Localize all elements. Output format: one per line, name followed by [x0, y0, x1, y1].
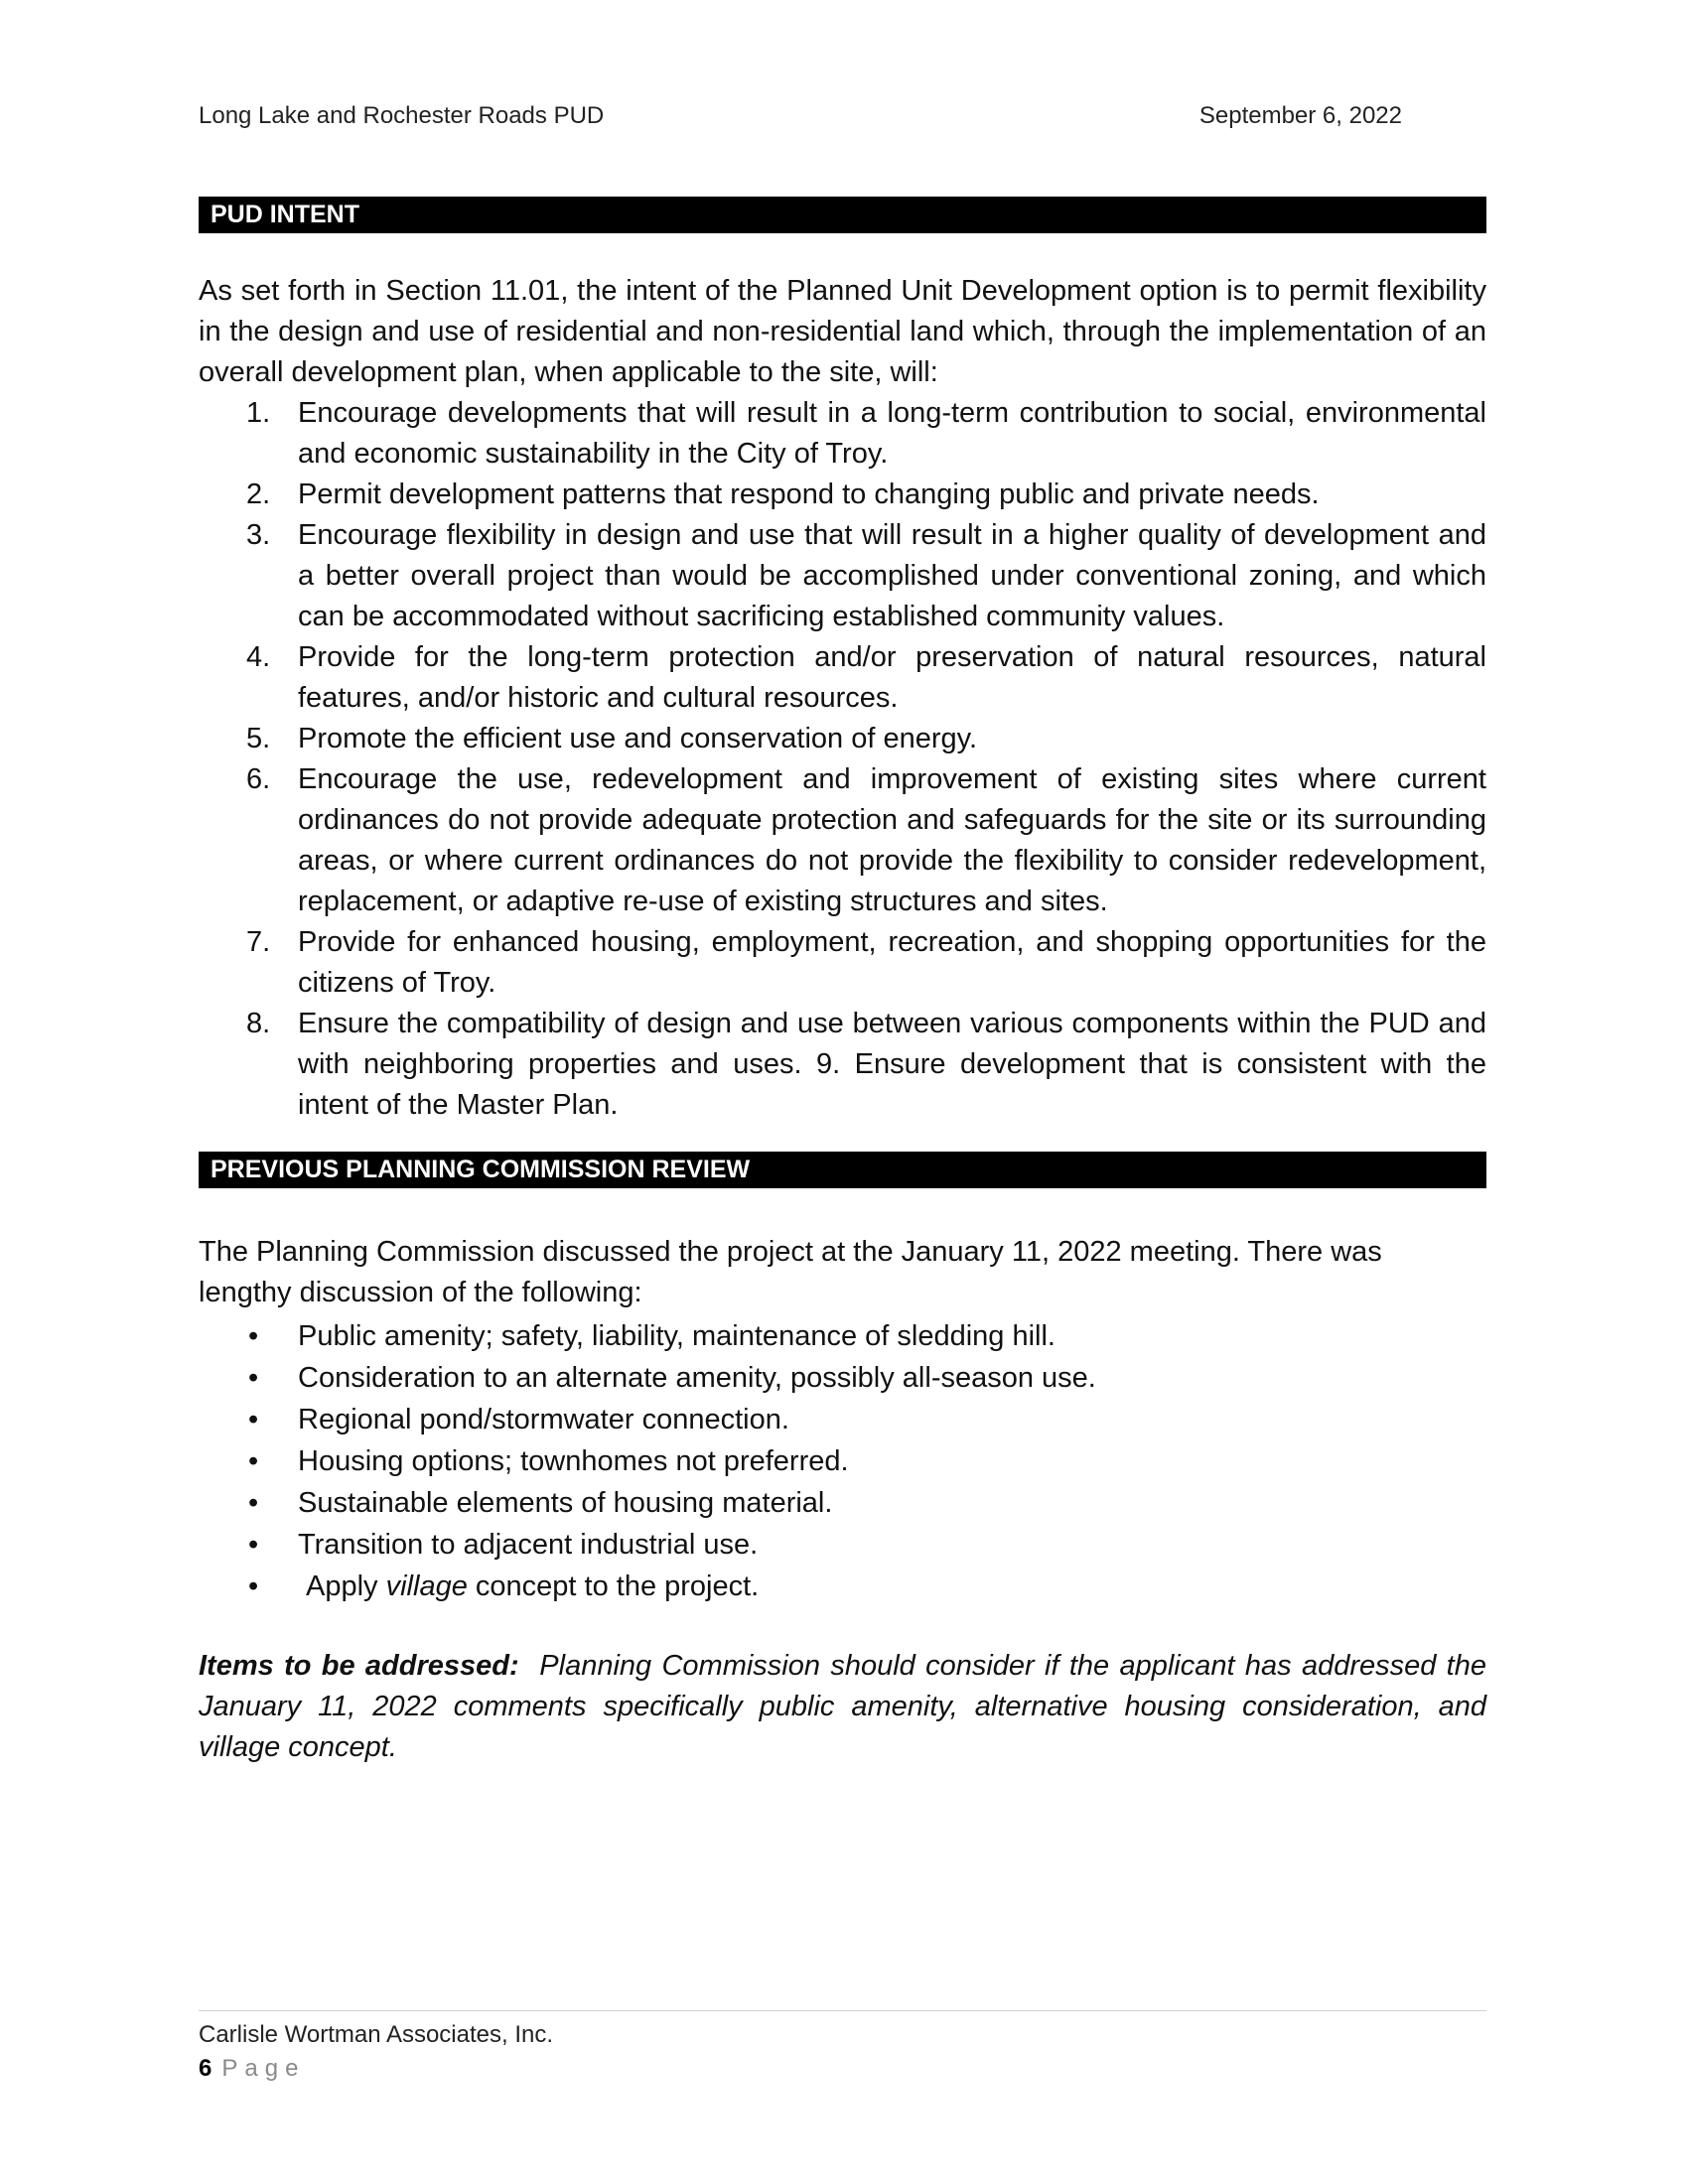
- bullet-icon: •: [248, 1487, 259, 1519]
- previous-review-intro: The Planning Commission discussed the project at the January 11, 2022 meeting. There was lengthy discussion of the following:: [199, 1236, 1382, 1308]
- list-item-number: 1.: [246, 397, 271, 429]
- list-item-number: 3.: [246, 519, 271, 551]
- addressed-text: Planning Commission should consider if the applicant has addressed the January 11, 2022 comments specifically public amenity, alternative housing consideration, and village concept.: [199, 1650, 1486, 1763]
- list-item-text: Ensure the compatibility of design and use between various components within the PUD and with neighboring properties and uses. 9. Ensure development that is consistent with the intent of the Master Plan.: [298, 1008, 1486, 1121]
- list-item-text: Provide for enhanced housing, employment, recreation, and shopping opportunities for the citizens of Troy.: [298, 926, 1486, 999]
- footer-divider: [199, 2010, 1486, 2011]
- list-item-text: Encourage the use, redevelopment and improvement of existing sites where current ordinances do not provide adequate protection and safeguards for the site or its surrounding areas, or where current ordinances do not provide the flexibility to consider redevelopment, replacement, or adaptive re-use of existing structures and sites.: [298, 763, 1486, 917]
- bullet-icon: •: [248, 1362, 259, 1394]
- list-item: [199, 1482, 1486, 1524]
- list-item-text: Regional pond/stormwater connection.: [298, 1404, 789, 1435]
- list-item-text-after: concept to the project.: [467, 1570, 760, 1602]
- list-item: [199, 759, 1486, 922]
- list-item-text: Promote the efficient use and conservation of energy.: [298, 723, 978, 754]
- list-item-text-emphasis: village: [385, 1570, 468, 1602]
- list-item: [199, 637, 1486, 719]
- list-item-text: Transition to adjacent industrial use.: [298, 1529, 759, 1561]
- list-item-number: 6.: [246, 763, 271, 795]
- section-heading-previous-review: PREVIOUS PLANNING COMMISSION REVIEW: [199, 1152, 1486, 1188]
- section-heading-pud-intent: PUD INTENT: [199, 197, 1486, 233]
- list-item: [199, 1357, 1486, 1399]
- list-item-text: Public amenity; safety, liability, maintenance of sledding hill.: [298, 1320, 1055, 1352]
- list-item-number: 2.: [246, 478, 271, 510]
- list-item-text: Encourage flexibility in design and use that will result in a higher quality of development and a better overall project than would be accomplished under conventional zoning, and which can be accommodated without sacrificing established community values.: [298, 519, 1486, 632]
- list-item-text: Housing options; townhomes not preferred.: [298, 1445, 849, 1477]
- pud-intent-intro: As set forth in Section 11.01, the intent of the Planned Unit Development option is to permit flexibility in the design and use of residential and non-residential land which, through the implementation of an overall development plan, when applicable to the site, will:: [199, 275, 1486, 388]
- list-item-text: Consideration to an alternate amenity, possibly all-season use.: [298, 1362, 1096, 1394]
- list-item: [199, 1566, 1486, 1607]
- items-to-be-addressed: [199, 1646, 1486, 1768]
- bullet-icon: •: [248, 1570, 259, 1602]
- list-item: [199, 1440, 1486, 1482]
- bullet-icon: •: [248, 1320, 259, 1352]
- list-item-text: Permit development patterns that respond to changing public and private needs.: [298, 478, 1320, 510]
- list-item: [199, 393, 1486, 475]
- list-item-number: 5.: [246, 723, 271, 754]
- list-item-number: 4.: [246, 641, 271, 673]
- footer-page-number: [199, 2055, 305, 2083]
- running-header-date: September 6, 2022: [1198, 102, 1402, 129]
- list-item: [199, 922, 1486, 1004]
- list-item: [199, 1524, 1486, 1566]
- page-label: Page: [221, 2055, 306, 2082]
- list-item-number: 8.: [246, 1008, 271, 1039]
- running-header-title: Long Lake and Rochester Roads PUD: [199, 102, 605, 129]
- list-item-text: Sustainable elements of housing material.: [298, 1487, 833, 1519]
- pud-intent-list: [199, 393, 1486, 1126]
- bullet-icon: •: [248, 1404, 259, 1435]
- list-item-text-before: Apply: [306, 1570, 386, 1602]
- list-item-text: Encourage developments that will result in a long-term contribution to social, environmental and economic sustainability in the City of Troy.: [298, 397, 1486, 470]
- list-item-number: 7.: [246, 926, 271, 958]
- addressed-label: Items to be addressed:: [199, 1650, 519, 1682]
- list-item: [199, 475, 1486, 515]
- page-number: 6: [199, 2055, 212, 2082]
- list-item: [199, 1399, 1486, 1440]
- list-item: [199, 1315, 1486, 1357]
- list-item: [199, 1004, 1486, 1126]
- bullet-icon: •: [248, 1445, 259, 1477]
- bullet-icon: •: [248, 1529, 259, 1561]
- list-item-text: Provide for the long-term protection and/or preservation of natural resources, natural features, and/or historic and cultural resources.: [298, 641, 1486, 714]
- list-item: [199, 719, 1486, 759]
- footer-organization: Carlisle Wortman Associates, Inc.: [199, 2021, 554, 2048]
- discussion-bullet-list: [199, 1315, 1486, 1607]
- list-item: [199, 515, 1486, 637]
